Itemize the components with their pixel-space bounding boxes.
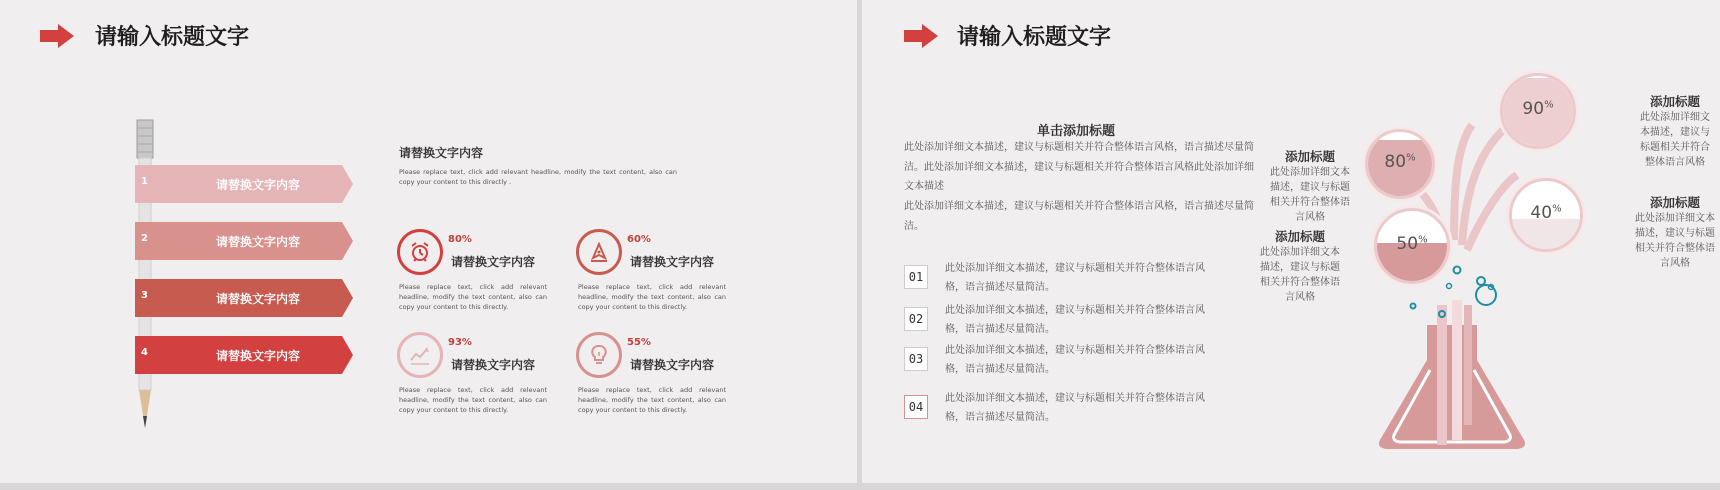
callout-text: 此处添加详细文本描述，建议与标题相关并符合整体语言风格	[1640, 112, 1710, 168]
callout-1	[1637, 92, 1713, 170]
slide-title: 请输入标题文字	[957, 25, 1112, 50]
percent-bubble	[1374, 208, 1450, 284]
feature-text: Please replace text, click add relevant headline, modify the text content, also can copy your content to this directly.	[578, 386, 726, 414]
list-number-badge: 01	[904, 265, 928, 289]
intro-title: 请替换文字内容	[399, 146, 484, 160]
percent-bubble	[1500, 73, 1576, 149]
paragraph-2: 此处添加详细文本描述，建议与标题相关并符合整体语言风格，语言描述尽量简洁。	[904, 201, 1254, 232]
feature-title: 请替换文字内容	[630, 255, 715, 269]
list-item-text: 此处添加详细文本描述，建议与标题相关并符合整体语言风格，语言描述尽量简洁。	[945, 305, 1205, 335]
bubble-value: 90%	[1522, 99, 1554, 119]
bubble-value: 80%	[1384, 152, 1416, 172]
callout-text: 此处添加详细文本描述，建议与标题相关并符合整体语言风格	[1635, 213, 1715, 269]
banner-step-2	[135, 222, 353, 260]
feature-title: 请替换文字内容	[451, 255, 536, 269]
slide-title: 请输入标题文字	[95, 25, 250, 50]
slide-1	[0, 0, 857, 483]
light-bulb-icon	[576, 332, 622, 378]
feature-text: Please replace text, click add relevant headline, modify the text content, also can copy your content to this directly.	[399, 386, 547, 414]
bubble-value: 50%	[1396, 234, 1428, 254]
intro-text: Please replace text, click add relevant headline, modify the text content, also can copy your content to this directly .	[399, 168, 677, 186]
callout-3	[1632, 193, 1718, 271]
list-item-text: 此处添加详细文本描述，建议与标题相关并符合整体语言风格，语言描述尽量简洁。	[945, 393, 1205, 423]
callout-title: 添加标题	[1649, 94, 1700, 109]
feature-text: Please replace text, click add relevant headline, modify the text content, also can copy your content to this directly.	[578, 283, 726, 311]
banner-number: 1	[141, 176, 148, 187]
callout-title: 添加标题	[1274, 229, 1325, 244]
banner-label: 请替换文字内容	[215, 178, 300, 192]
slide-2	[862, 0, 1720, 483]
callout-4	[1260, 227, 1340, 305]
paragraph-1: 此处添加详细文本描述，建议与标题相关并符合整体语言风格，语言描述尽量简洁。此处添加详细文本描述，建议与标题相关并符合整体语言风格此处添加详细文本描述	[904, 142, 1254, 192]
list-number-badge: 03	[904, 347, 928, 371]
banner-label: 请替换文字内容	[215, 292, 300, 306]
banner-step-3	[135, 279, 353, 317]
pen-nib-icon	[576, 229, 622, 275]
callout-2	[1270, 147, 1350, 225]
feature-title: 请替换文字内容	[451, 358, 536, 372]
banner-label: 请替换文字内容	[215, 235, 300, 249]
feature-percent: 60%	[627, 234, 651, 245]
banner-number: 2	[141, 233, 148, 244]
feature-percent: 55%	[627, 337, 651, 348]
feature-percent: 93%	[448, 337, 472, 348]
feature-percent: 80%	[448, 234, 472, 245]
callout-text: 此处添加详细文本描述，建议与标题相关并符合整体语言风格	[1270, 167, 1350, 223]
bubble-fill-level	[1512, 219, 1580, 249]
list-number-badge: 04	[904, 395, 928, 419]
banner-number: 3	[141, 290, 148, 301]
banner-number: 4	[141, 347, 148, 358]
percent-bubble	[1365, 129, 1435, 199]
alarm-clock-icon	[397, 229, 443, 275]
list-number-badge: 02	[904, 307, 928, 331]
feature-text: Please replace text, click add relevant headline, modify the text content, also can copy your content to this directly.	[399, 283, 547, 311]
title-arrow-icon	[904, 24, 938, 48]
list-item-text: 此处添加详细文本描述，建议与标题相关并符合整体语言风格，语言描述尽量简洁。	[945, 345, 1205, 375]
callout-title: 添加标题	[1649, 195, 1700, 210]
feature-title: 请替换文字内容	[630, 358, 715, 372]
banner-label: 请替换文字内容	[215, 349, 300, 363]
list-item-text: 此处添加详细文本描述，建议与标题相关并符合整体语言风格，语言描述尽量简洁。	[945, 263, 1205, 293]
percent-bubble	[1509, 178, 1583, 252]
section-title: 单击添加标题	[1037, 124, 1116, 139]
callout-title: 添加标题	[1284, 149, 1335, 164]
bubble-value: 40%	[1530, 203, 1562, 223]
growth-chart-icon	[397, 332, 443, 378]
callout-text: 此处添加详细文本描述，建议与标题相关并符合整体语言风格	[1260, 247, 1340, 303]
banner-step-1	[135, 165, 353, 203]
banner-step-4	[135, 336, 353, 374]
title-arrow-icon	[40, 24, 74, 48]
